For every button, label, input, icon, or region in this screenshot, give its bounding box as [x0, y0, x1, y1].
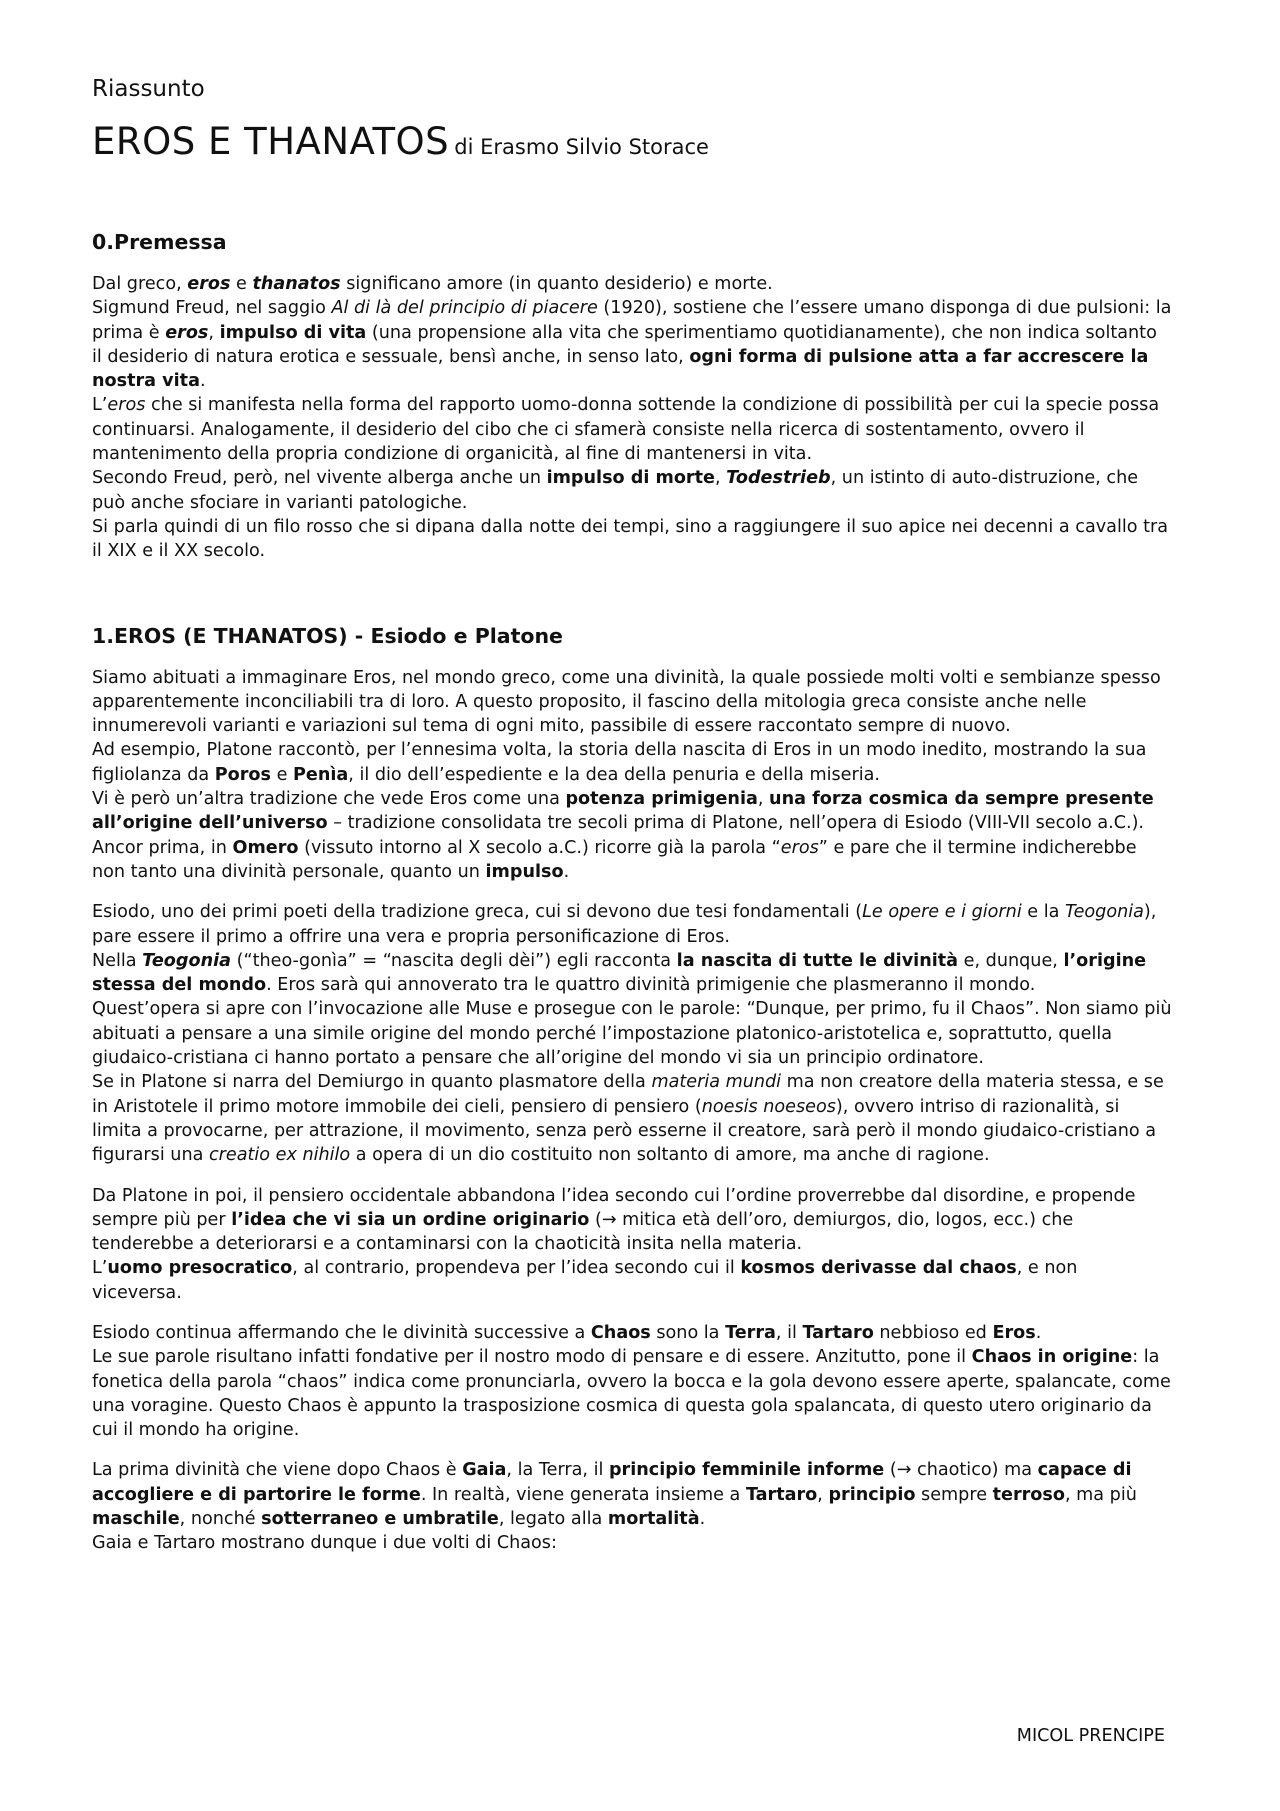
- paragraph: Da Platone in poi, il pensiero occidentale abbandona l’idea secondo cui l’ordine proverrebbe dal disordine, e propende sempre più per l’idea che vi sia un ordine originario (→ mitica età dell’oro, demiurgos, dio, logos, ecc.) che tenderebbe a deteriorarsi e a contaminarsi con la chaoticità insita nella materia.: [92, 1185, 1136, 1255]
- paragraph: Le sue parole risultano infatti fondative per il nostro modo di pensare e di essere. Anzitutto, pone il Chaos in origine: la fonetica della parola “chaos” indica come pronunciarla, ovvero la bocca e la gola devono essere aperte, spalancate, come una voragine. Questo Chaos è appunto la trasposizione cosmica di questa gola spalancata, di questo utero originario da cui il mondo ha origine.: [92, 1347, 1171, 1441]
- paragraph: Ancor prima, in Omero (vissuto intorno al X secolo a.C.) ricorre già la parola “eros” e pare che il termine indicherebbe non tanto una divinità personale, quanto un impulso.: [92, 837, 1137, 882]
- paragraph: Siamo abituati a immaginare Eros, nel mondo greco, come una divinità, la quale possiede molti volti e sembianze spesso apparentemente inconciliabili tra di loro. A questo proposito, il fascino della mitologia greca consiste anche nelle innumerevoli varianti e variazioni sul tema di ogni mito, passibile di essere raccontato sempre di nuovo.: [92, 667, 1161, 737]
- section-body-eros-esiodo-platone: [92, 666, 1172, 1556]
- paragraph: Dal greco, eros e thanatos significano amore (in quanto desiderio) e morte.: [92, 274, 773, 294]
- paragraph: Vi è però un’altra tradizione che vede Eros come una potenza primigenia, una forza cosmica da sempre presente all’origine dell’universo – tradizione consolidata tre secoli prima di Platone, nell’opera di Esiodo (VIII-VII secolo a.C.).: [92, 789, 1154, 834]
- section-heading-premessa: 0.Premessa: [92, 230, 227, 254]
- title-author: di Erasmo Silvio Storace: [454, 135, 709, 159]
- document-page: [92, 74, 1172, 1556]
- document-type-label: Riassunto: [92, 76, 205, 102]
- paragraph: Se in Platone si narra del Demiurgo in quanto plasmatore della materia mundi ma non creatore della materia stessa, e se in Aristotele il primo motore immobile dei cieli, pensiero di pensiero (noesis noeseos), ovvero intriso di razionalità, si limita a provocarne, per attrazione, il movimento, senza però esserne il creatore, sarà però il mondo giudaico-cristiano a figurarsi una creatio ex nihilo a opera di un dio costituito non soltanto di amore, ma anche di ragione.: [92, 1072, 1164, 1166]
- section-heading-eros-esiodo-platone: 1.EROS (E THANATOS) - Esiodo e Platone: [92, 623, 563, 648]
- paragraph: La prima divinità che viene dopo Chaos è Gaia, la Terra, il principio femminile informe (→ chaotico) ma capace di accogliere e di partorire le forme. In realtà, viene generata insieme a Tartaro, principio sempre terroso, ma più maschile, nonché sotterraneo e umbratile, legato alla mortalità.: [92, 1460, 1137, 1530]
- paragraph: L’eros che si manifesta nella forma del rapporto uomo-donna sottende la condizione di possibilità per cui la specie possa continuarsi. Analogamente, il desiderio del cibo che ci sfamerà consiste nella ricerca di sostentamento, ovvero il mantenimento della propria condizione di organicità, al fine di mantenersi in vita.: [92, 395, 1160, 465]
- paragraph: L’uomo presocratico, al contrario, propendeva per l’idea secondo cui il kosmos derivasse dal chaos, e non viceversa.: [92, 1258, 1078, 1303]
- paragraph: Esiodo continua affermando che le divinità successive a Chaos sono la Terra, il Tartaro nebbioso ed Eros.: [92, 1322, 1042, 1343]
- paragraph: Nella Teogonia (“theo-gonìa” = “nascita degli dèi”) egli racconta la nascita di tutte le divinità e, dunque, l’origine stessa del mondo. Eros sarà qui annoverato tra le quattro divinità primigenie che plasmeranno il mondo.: [92, 950, 1147, 996]
- section-body-premessa: [92, 272, 1172, 564]
- paragraph: Secondo Freud, però, nel vivente alberga anche un impulso di morte, Todestrieb, un istinto di auto-distruzione, che può anche sfociare in varianti patologiche.: [92, 468, 1139, 513]
- paragraph: Gaia e Tartaro mostrano dunque i due volti di Chaos:: [92, 1533, 557, 1554]
- footer-author: MICOL PRENCIPE: [1016, 1726, 1165, 1746]
- document-title: [92, 118, 1172, 173]
- title-main: EROS E THANATOS: [92, 120, 450, 163]
- paragraph: Quest’opera si apre con l’invocazione alle Muse e prosegue con le parole: “Dunque, per primo, fu il Chaos”. Non siamo più abituati a pensare a una simile origine del mondo perché l’impostazione platonico-aristotelica e, soprattutto, quella giudaico-cristiana ci hanno portato a pensare che all’origine del mondo vi sia un principio ordinatore.: [92, 999, 1172, 1069]
- paragraph: Sigmund Freud, nel saggio Al di là del principio di piacere (1920), sostiene che l’essere umano disponga di due pulsioni: la prima è eros, impulso di vita (una propensione alla vita che sperimentiamo quotidianamente), che non indica soltanto il desiderio di natura erotica e sessuale, bensì anche, in senso lato, ogni forma di pulsione atta a far accrescere la nostra vita.: [92, 298, 1172, 392]
- paragraph: Si parla quindi di un filo rosso che si dipana dalla notte dei tempi, sino a raggiungere il suo apice nei decenni a cavallo tra il XIX e il XX secolo.: [92, 516, 1168, 562]
- paragraph: Ad esempio, Platone raccontò, per l’ennesima volta, la storia della nascita di Eros in un modo inedito, mostrando la sua figliolanza da Poros e Penìa, il dio dell’espediente e la dea della penuria e della miseria.: [92, 740, 1147, 785]
- paragraph: Esiodo, uno dei primi poeti della tradizione greca, cui si devono due tesi fondamentali (Le opere e i giorni e la Teogonia), pare essere il primo a offrire una vera e propria personificazione di Eros.: [92, 902, 1157, 947]
